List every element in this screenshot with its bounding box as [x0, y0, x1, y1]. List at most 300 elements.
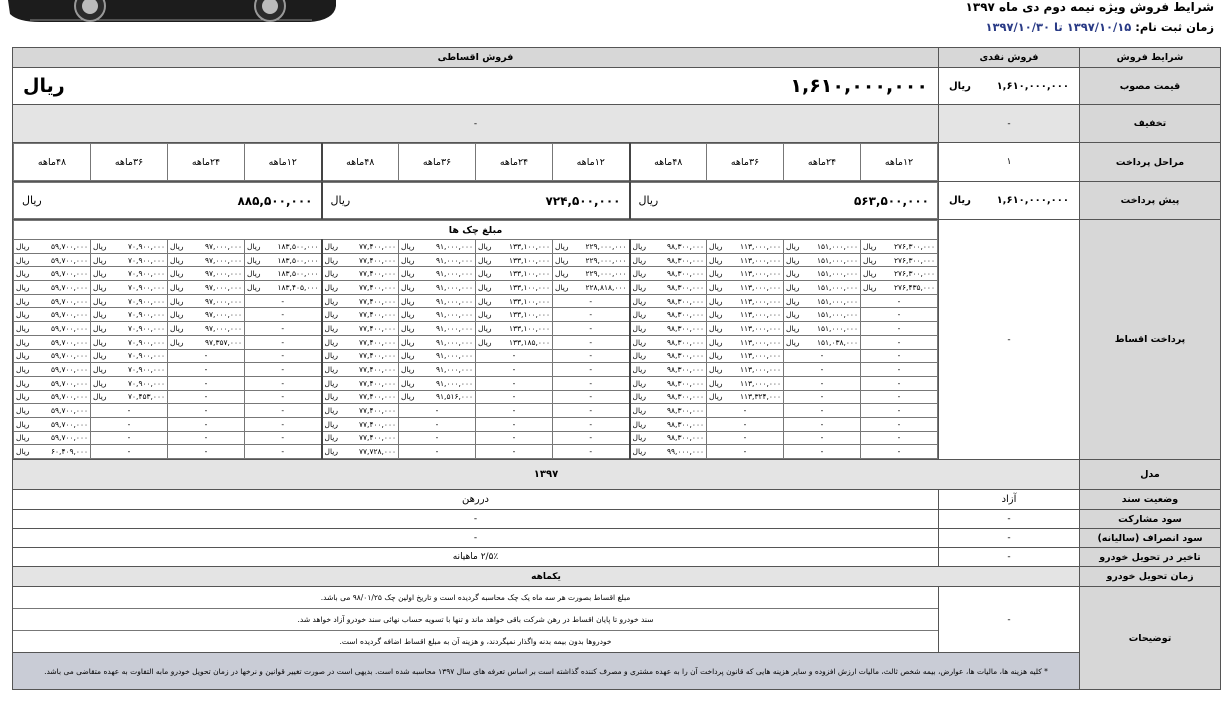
installment-cell — [322, 417, 399, 431]
currency-label: ریال — [709, 241, 723, 251]
installment-amount: ۱۵۱,۰۳۸,۰۰۰ — [816, 337, 858, 347]
installment-cell: - — [553, 363, 630, 377]
installment-cell — [630, 253, 707, 267]
registration-period — [985, 20, 1214, 34]
installment-cell — [91, 322, 168, 336]
installment-amount: ۷۰,۹۰۰,۰۰۰ — [128, 365, 165, 375]
installment-amount: ۱۵۱,۰۰۰,۰۰۰ — [816, 296, 858, 306]
installment-amount: ۹۱,۰۰۰,۰۰۰ — [436, 296, 473, 306]
installment-amount: ۷۷,۴۰۰,۰۰۰ — [359, 323, 396, 333]
installment-cell: - — [861, 335, 938, 349]
installment-cell — [14, 363, 91, 377]
installment-cell — [399, 363, 476, 377]
stage-month-cell: ۱۲ماهه — [245, 144, 322, 181]
installment-cell: - — [476, 363, 553, 377]
currency-label: ریال — [478, 337, 492, 347]
installment-amount: ۱۱۳,۰۰۰,۰۰۰ — [739, 269, 781, 279]
installment-amount: ۱۵۱,۰۰۰,۰۰۰ — [816, 323, 858, 333]
currency-label: ریال — [863, 241, 877, 251]
currency-label: ریال — [324, 337, 338, 347]
installment-cell — [91, 253, 168, 267]
currency-label: ریال — [632, 365, 646, 375]
installment-cell: - — [245, 404, 322, 418]
installment-amount: ۱۱۳,۰۰۰,۰۰۰ — [739, 323, 781, 333]
currency-label: ریال — [478, 255, 492, 265]
installment-cell — [14, 445, 91, 459]
currency-label: ریال — [93, 365, 107, 375]
installment-amount: ۹۷,۰۰۰,۰۰۰ — [205, 255, 242, 265]
installment-price-amount: ۱,۶۱۰,۰۰۰,۰۰۰ — [790, 75, 928, 97]
currency-label: ریال — [16, 269, 30, 279]
installment-amount: ۹۱,۰۰۰,۰۰۰ — [436, 310, 473, 320]
installment-cell — [707, 281, 784, 295]
doc-status-cash: آزاد — [939, 490, 1080, 510]
currency-label: ریال — [709, 310, 723, 320]
installment-amount: ۹۱,۰۰۰,۰۰۰ — [436, 378, 473, 388]
page-title: شرایط فروش ویژه نیمه دوم دی ماه ۱۳۹۷ — [965, 0, 1214, 14]
currency-label: ریال — [324, 433, 338, 443]
installment-row — [14, 335, 938, 349]
delay-installment: ۲/۵٪ ماهیانه — [13, 548, 939, 567]
installment-row — [14, 431, 938, 445]
installment-amount: ۹۱,۰۰۰,۰۰۰ — [436, 241, 473, 251]
installment-cell: - — [245, 417, 322, 431]
currency-label: ریال — [16, 365, 30, 375]
installment-cell — [707, 376, 784, 390]
installment-amount: ۲۷۶,۳۰۰,۰۰۰ — [893, 269, 935, 279]
installment-cell: - — [553, 376, 630, 390]
cash-sale-header: فروش نقدی — [939, 48, 1080, 68]
installment-cell: - — [784, 363, 861, 377]
currency-label: ریال — [555, 255, 569, 265]
installment-cell — [91, 376, 168, 390]
currency-label: ریال — [324, 419, 338, 429]
installment-cell — [707, 335, 784, 349]
note-item: مبلغ اقساط بصورت هر سه ماه یک چک محاسبه گردیده است و تاریخ اولین چک ۹۸/۰۱/۲۵ می باشد. — [13, 587, 938, 609]
installment-cell: - — [707, 445, 784, 459]
installment-cell — [14, 349, 91, 363]
installment-cell: - — [476, 390, 553, 404]
installment-cell — [630, 240, 707, 254]
installment-cell — [91, 308, 168, 322]
currency-label: ریال — [324, 269, 338, 279]
currency-label: ریال — [401, 365, 415, 375]
installment-amount: ۷۰,۹۰۰,۰۰۰ — [128, 378, 165, 388]
installment-amount: ۱۳۳,۱۰۰,۰۰۰ — [508, 310, 550, 320]
installment-amount: ۱۱۳,۰۰۰,۰۰۰ — [739, 337, 781, 347]
installment-amount: ۷۷,۴۰۰,۰۰۰ — [359, 365, 396, 375]
installment-amount: ۷۷,۴۰۰,۰۰۰ — [359, 310, 396, 320]
installment-cell: - — [784, 445, 861, 459]
price-label: قیمت مصوب — [1080, 68, 1221, 105]
installment-cell — [322, 294, 399, 308]
prepay-currency: ریال — [638, 194, 659, 207]
currency-label: ریال — [247, 269, 261, 279]
installment-amount: ۷۰,۹۰۰,۰۰۰ — [128, 241, 165, 251]
installment-cell — [707, 294, 784, 308]
installment-cell: - — [245, 322, 322, 336]
installment-cell — [245, 253, 322, 267]
note-item: خودروها بدون بیمه بدنه واگذار نمیگردند، و هزینه آن به مبلغ اقساط اضافه گردیده است. — [339, 637, 612, 646]
stage-month-cell: ۴۸ماهه — [322, 144, 399, 181]
installment-cell: - — [707, 417, 784, 431]
installment-row — [14, 349, 938, 363]
installment-cell — [630, 267, 707, 281]
currency-label: ریال — [478, 296, 492, 306]
cash-discount: - — [939, 105, 1080, 143]
currency-label: ریال — [632, 433, 646, 443]
currency-label: ریال — [632, 351, 646, 361]
installment-cell — [399, 390, 476, 404]
currency-label: ریال — [16, 282, 30, 292]
installment-cell: - — [399, 417, 476, 431]
installment-cell: - — [168, 445, 245, 459]
installment-cell: - — [553, 308, 630, 322]
installment-amount: ۱۵۱,۰۰۰,۰۰۰ — [816, 310, 858, 320]
installment-amount: ۵۹,۷۰۰,۰۰۰ — [51, 365, 88, 375]
installments-cell — [13, 220, 939, 460]
currency-label: ریال — [632, 419, 646, 429]
installment-cell — [91, 390, 168, 404]
installment-amount: ۱۵۱,۰۰۰,۰۰۰ — [816, 282, 858, 292]
installment-row — [14, 390, 938, 404]
prepay-amount: ۵۶۳,۵۰۰,۰۰۰ — [853, 193, 929, 208]
prepay-group-cell — [14, 183, 322, 219]
installment-cell — [784, 281, 861, 295]
cash-price-cell — [939, 68, 1080, 105]
installment-amount: ۹۸,۳۰۰,۰۰۰ — [667, 269, 704, 279]
installment-cell — [553, 281, 630, 295]
installment-amount: ۱۳۳,۱۰۰,۰۰۰ — [508, 323, 550, 333]
stage-month-cell: ۲۴ماهه — [476, 144, 553, 181]
installment-amount: ۹۸,۳۰۰,۰۰۰ — [667, 433, 704, 443]
installment-amount: ۱۳۳,۱۰۰,۰۰۰ — [508, 282, 550, 292]
installment-cell: - — [861, 390, 938, 404]
installment-cell — [784, 308, 861, 322]
installment-amount: ۹۱,۰۰۰,۰۰۰ — [436, 269, 473, 279]
installment-amount: ۵۹,۷۰۰,۰۰۰ — [51, 378, 88, 388]
installment-amount: ۱۱۳,۰۰۰,۰۰۰ — [739, 365, 781, 375]
installment-cell — [14, 240, 91, 254]
currency-label: ریال — [170, 337, 184, 347]
installment-amount: ۱۱۳,۰۰۰,۰۰۰ — [739, 351, 781, 361]
cash-price-amount: ۱,۶۱۰,۰۰۰,۰۰۰ — [996, 80, 1069, 92]
currency-label: ریال — [632, 392, 646, 402]
installment-cell — [322, 431, 399, 445]
installment-amount: ۲۲۸,۸۱۸,۰۰۰ — [585, 282, 627, 292]
installment-cell — [630, 404, 707, 418]
installment-amount: ۹۹,۰۰۰,۰۰۰ — [667, 447, 704, 457]
installment-cell: - — [245, 335, 322, 349]
registration-dates: ۱۳۹۷/۱۰/۱۵ تا ۱۳۹۷/۱۰/۳۰ — [985, 20, 1132, 34]
installment-amount: ۵۹,۷۰۰,۰۰۰ — [51, 310, 88, 320]
installment-amount: ۹۸,۳۰۰,۰۰۰ — [667, 323, 704, 333]
installment-sale-header: فروش اقساطی — [13, 48, 939, 68]
installment-cell — [399, 281, 476, 295]
currency-label: ریال — [401, 378, 415, 388]
delay-label: تاخیر در تحویل خودرو — [1080, 548, 1221, 567]
installment-cell: - — [784, 431, 861, 445]
installment-amount: ۹۸,۳۰۰,۰۰۰ — [667, 241, 704, 251]
installment-cell: - — [91, 404, 168, 418]
installment-row — [14, 322, 938, 336]
currency-label: ریال — [247, 255, 261, 265]
currency-label: ریال — [93, 269, 107, 279]
sale-terms-header: شرایط فروش — [1080, 48, 1221, 68]
currency-label: ریال — [632, 255, 646, 265]
installment-amount: ۵۹,۷۰۰,۰۰۰ — [51, 337, 88, 347]
installment-cell: - — [553, 431, 630, 445]
installment-cell — [784, 253, 861, 267]
installment-cell — [630, 335, 707, 349]
currency-label: ریال — [324, 365, 338, 375]
installment-cell — [245, 267, 322, 281]
footer-note: * کلیه هزینه ها، مالیات ها، عوارض، بیمه شخص ثالث، مالیات ارزش افزوده و سایر هزینه هایی که قانون پرداخت آن را به عهده مشتری و مصرف کننده گذاشته است بر اساس تعرفه های سال ۱۳۹۷ محاسبه شده است. بدیهی است در صورت تغییر قوانین و نرخها در زمان تحویل خودرو مابه التفاوت به عهده متقاضی می باشد. — [13, 653, 1080, 690]
currency-label: ریال — [478, 323, 492, 333]
currency-label: ریال — [324, 241, 338, 251]
currency-label: ریال — [863, 282, 877, 292]
installment-amount: ۱۱۳,۰۰۰,۰۰۰ — [739, 255, 781, 265]
installment-row — [14, 240, 938, 254]
installment-cell — [168, 322, 245, 336]
installment-amount: ۷۰,۹۰۰,۰۰۰ — [128, 296, 165, 306]
installment-cell — [476, 308, 553, 322]
installment-amount: ۹۸,۳۰۰,۰۰۰ — [667, 378, 704, 388]
installment-amount: ۹۷,۰۰۰,۰۰۰ — [205, 296, 242, 306]
installment-amount: ۹۸,۳۰۰,۰۰۰ — [667, 419, 704, 429]
installment-amount: ۹۷,۳۵۷,۰۰۰ — [205, 337, 242, 347]
installment-amount: ۱۸۳,۵۰۰,۰۰۰ — [277, 269, 319, 279]
installment-cell: - — [476, 431, 553, 445]
stage-month-cell: ۱۲ماهه — [861, 144, 938, 181]
installment-amount: ۹۱,۵۱۶,۰۰۰ — [436, 392, 473, 402]
doc-status-installment: دررهن — [13, 490, 939, 510]
installment-cell — [476, 253, 553, 267]
currency-label: ریال — [632, 296, 646, 306]
currency-label: ریال — [555, 269, 569, 279]
currency-label: ریال — [401, 255, 415, 265]
installment-cell — [168, 281, 245, 295]
car-image — [0, 0, 340, 30]
installment-cell — [707, 267, 784, 281]
installment-cell — [14, 281, 91, 295]
installment-amount: ۱۵۱,۰۰۰,۰۰۰ — [816, 255, 858, 265]
currency-label: ریال — [324, 296, 338, 306]
currency-label: ریال — [555, 282, 569, 292]
installment-cell — [630, 417, 707, 431]
currency-label: ریال — [709, 296, 723, 306]
currency-label: ریال — [478, 269, 492, 279]
installment-amount: ۱۱۳,۰۰۰,۰۰۰ — [739, 378, 781, 388]
installment-amount: ۹۷,۰۰۰,۰۰۰ — [205, 269, 242, 279]
currency-label: ریال — [16, 296, 30, 306]
installment-cell — [91, 335, 168, 349]
installment-cell — [861, 281, 938, 295]
installment-cell: - — [245, 294, 322, 308]
prepay-currency: ریال — [330, 194, 351, 207]
prepay-amount: ۸۸۵,۵۰۰,۰۰۰ — [237, 193, 313, 208]
installment-cell: - — [861, 404, 938, 418]
installment-amount: ۵۹,۷۰۰,۰۰۰ — [51, 255, 88, 265]
installment-cell — [784, 240, 861, 254]
installment-cell — [630, 445, 707, 459]
installment-amount: ۱۱۳,۳۲۴,۰۰۰ — [739, 392, 781, 402]
page-header — [0, 0, 1232, 46]
currency-label: ریال — [863, 269, 877, 279]
currency-label: ریال — [478, 241, 492, 251]
installment-amount: ۱۱۳,۰۰۰,۰۰۰ — [739, 282, 781, 292]
installment-cell — [168, 308, 245, 322]
installment-cell: - — [91, 445, 168, 459]
installment-cell: - — [245, 431, 322, 445]
installment-amount: ۷۰,۹۰۰,۰۰۰ — [128, 351, 165, 361]
currency-label: ریال — [93, 282, 107, 292]
installment-cell — [91, 363, 168, 377]
installment-amount: ۹۸,۳۰۰,۰۰۰ — [667, 255, 704, 265]
installment-cell — [553, 240, 630, 254]
installment-cell: - — [861, 322, 938, 336]
profit-cash: - — [939, 510, 1080, 529]
installment-cell — [707, 349, 784, 363]
installment-amount: ۷۷,۴۰۰,۰۰۰ — [359, 269, 396, 279]
installment-amount: ۹۷,۰۰۰,۰۰۰ — [205, 323, 242, 333]
installment-amount: ۷۷,۴۰۰,۰۰۰ — [359, 282, 396, 292]
installment-cell — [784, 322, 861, 336]
currency-label: ریال — [709, 365, 723, 375]
installment-cell — [476, 281, 553, 295]
currency-label: ریال — [478, 282, 492, 292]
installment-amount: ۹۸,۳۰۰,۰۰۰ — [667, 351, 704, 361]
installment-cell — [14, 253, 91, 267]
currency-label: ریال — [786, 282, 800, 292]
installments-table — [13, 220, 938, 459]
currency-label: ریال — [786, 241, 800, 251]
currency-label: ریال — [16, 310, 30, 320]
installment-amount: ۱۱۳,۰۰۰,۰۰۰ — [739, 310, 781, 320]
installment-cell: - — [861, 308, 938, 322]
installment-cell — [322, 363, 399, 377]
delay-cash: - — [939, 548, 1080, 567]
currency-label: ریال — [401, 392, 415, 402]
installment-cell — [14, 417, 91, 431]
stage-month-cell: ۲۴ماهه — [784, 144, 861, 181]
stage-month-cell: ۳۶ماهه — [91, 144, 168, 181]
installment-cell — [322, 335, 399, 349]
installment-cell — [630, 322, 707, 336]
installment-price-currency: ریال — [23, 75, 65, 97]
installment-cell: - — [245, 445, 322, 459]
installment-amount: ۷۷,۴۰۰,۰۰۰ — [359, 255, 396, 265]
currency-label: ریال — [324, 323, 338, 333]
installment-cell — [707, 253, 784, 267]
stages-table — [13, 143, 938, 181]
installment-row — [14, 294, 938, 308]
installment-price-cell — [13, 68, 939, 105]
installment-cell — [91, 267, 168, 281]
currency-label: ریال — [786, 296, 800, 306]
delivery-value: یکماهه — [13, 567, 1080, 587]
installment-cell: - — [476, 349, 553, 363]
installment-cell — [91, 349, 168, 363]
discount-label: تخفیف — [1080, 105, 1221, 143]
installment-amount: ۵۹,۷۰۰,۰۰۰ — [51, 392, 88, 402]
prepay-currency: ریال — [22, 194, 42, 207]
currency-label: ریال — [93, 310, 107, 320]
currency-label: ریال — [324, 392, 338, 402]
prepay-table — [13, 182, 938, 219]
installment-amount: ۷۰,۹۰۰,۰۰۰ — [128, 282, 165, 292]
installment-amount: ۱۸۳,۵۰۰,۰۰۰ — [277, 255, 319, 265]
installment-cell: - — [245, 390, 322, 404]
installment-cell — [861, 253, 938, 267]
installment-amount: ۲۲۹,۰۰۰,۰۰۰ — [585, 241, 627, 251]
installment-amount: ۷۷,۴۰۰,۰۰۰ — [359, 392, 396, 402]
currency-label: ریال — [247, 282, 261, 292]
installment-cell — [14, 390, 91, 404]
installment-amount: ۵۹,۷۰۰,۰۰۰ — [51, 406, 88, 416]
installment-cell — [861, 240, 938, 254]
installment-cell — [553, 267, 630, 281]
installment-cell — [168, 335, 245, 349]
installment-amount: ۲۲۹,۰۰۰,۰۰۰ — [585, 269, 627, 279]
installment-amount: ۷۷,۴۰۰,۰۰۰ — [359, 241, 396, 251]
currency-label: ریال — [324, 447, 338, 457]
currency-label: ریال — [555, 241, 569, 251]
installment-cell: - — [91, 431, 168, 445]
currency-label: ریال — [324, 406, 338, 416]
installment-amount: ۱۵۱,۰۰۰,۰۰۰ — [816, 269, 858, 279]
installment-cell — [707, 390, 784, 404]
installment-amount: ۱۳۳,۱۰۰,۰۰۰ — [508, 296, 550, 306]
currency-label: ریال — [324, 255, 338, 265]
installment-cell: - — [784, 376, 861, 390]
installment-cell: - — [476, 445, 553, 459]
notes-list — [13, 587, 938, 652]
installment-prepay-cell — [13, 182, 939, 220]
cash-installments: - — [939, 220, 1080, 460]
currency-label: ریال — [93, 241, 107, 251]
installment-amount: ۹۱,۰۰۰,۰۰۰ — [436, 337, 473, 347]
installment-cell: - — [861, 431, 938, 445]
installment-amount: ۵۹,۷۰۰,۰۰۰ — [51, 269, 88, 279]
installment-cell: - — [784, 404, 861, 418]
currency-label: ریال — [324, 351, 338, 361]
currency-label: ریال — [632, 447, 646, 457]
installment-cell — [322, 349, 399, 363]
currency-label: ریال — [324, 282, 338, 292]
installment-cell — [14, 404, 91, 418]
installment-cell — [707, 308, 784, 322]
installment-amount: ۲۲۹,۰۰۰,۰۰۰ — [585, 255, 627, 265]
cash-price-currency: ریال — [949, 80, 971, 92]
installment-amount: ۷۷,۷۲۸,۰۰۰ — [359, 447, 396, 457]
currency-label: ریال — [401, 323, 415, 333]
currency-label: ریال — [170, 296, 184, 306]
installment-amount: ۹۷,۰۰۰,۰۰۰ — [205, 241, 242, 251]
installment-cell — [630, 376, 707, 390]
installment-cell — [707, 363, 784, 377]
profit-label: سود مشارکت — [1080, 510, 1221, 529]
note-item: سند خودرو تا پایان اقساط در رهن شرکت باقی خواهد ماند و تنها با تسویه حساب نهائی سند خودرو آزاد خواهد شد. — [13, 609, 938, 631]
installment-amount: ۹۸,۳۰۰,۰۰۰ — [667, 365, 704, 375]
cash-prepay-amount: ۱,۶۱۰,۰۰۰,۰۰۰ — [996, 195, 1069, 206]
installments-label: پرداخت اقساط — [1080, 220, 1221, 460]
installment-cell — [553, 253, 630, 267]
currency-label: ریال — [401, 269, 415, 279]
currency-label: ریال — [632, 310, 646, 320]
installment-cell: - — [168, 431, 245, 445]
stage-month-cell: ۴۸ماهه — [14, 144, 91, 181]
